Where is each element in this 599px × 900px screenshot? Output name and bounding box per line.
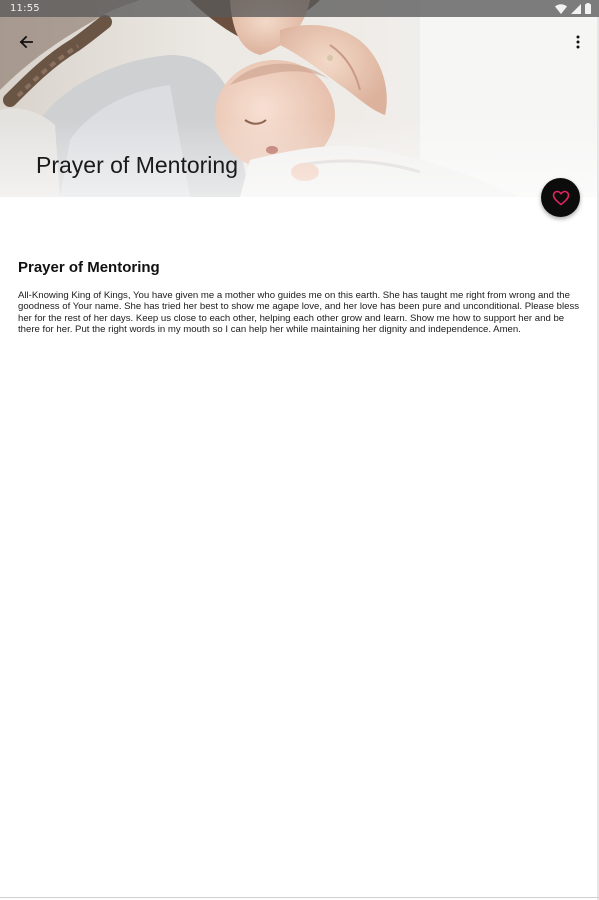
favorite-button[interactable]	[541, 178, 580, 217]
hero-title: Prayer of Mentoring	[36, 152, 238, 178]
status-icons	[555, 3, 591, 14]
prayer-content	[18, 258, 584, 336]
bottom-divider	[0, 897, 599, 898]
prayer-text: All-Knowing King of Kings, You have given me a mother who guides me on this earth. She has taught me right from wrong and the goodness of Your name. She has tried her best to show me agape love, and her love has been pure and unconditional. Please bless her for the rest of her days. Keep us close to each other, helping each other grow and learn. Show me how to support her and be there for her. Put the right words in my mouth so I can help her while maintaining her dignity and independence. Amen.	[18, 290, 580, 336]
wifi-icon	[555, 4, 567, 14]
arrow-back-icon	[19, 35, 33, 49]
signal-icon	[571, 4, 581, 14]
prayer-heading: Prayer of Mentoring	[18, 259, 160, 276]
status-bar	[0, 0, 599, 17]
battery-icon	[585, 3, 591, 14]
status-time: 11:55	[10, 3, 40, 14]
more-options-button[interactable]	[566, 30, 590, 54]
heart-outline-icon	[552, 190, 570, 206]
back-button[interactable]	[14, 30, 38, 54]
header-image	[0, 0, 599, 197]
more-vert-icon	[576, 35, 580, 49]
